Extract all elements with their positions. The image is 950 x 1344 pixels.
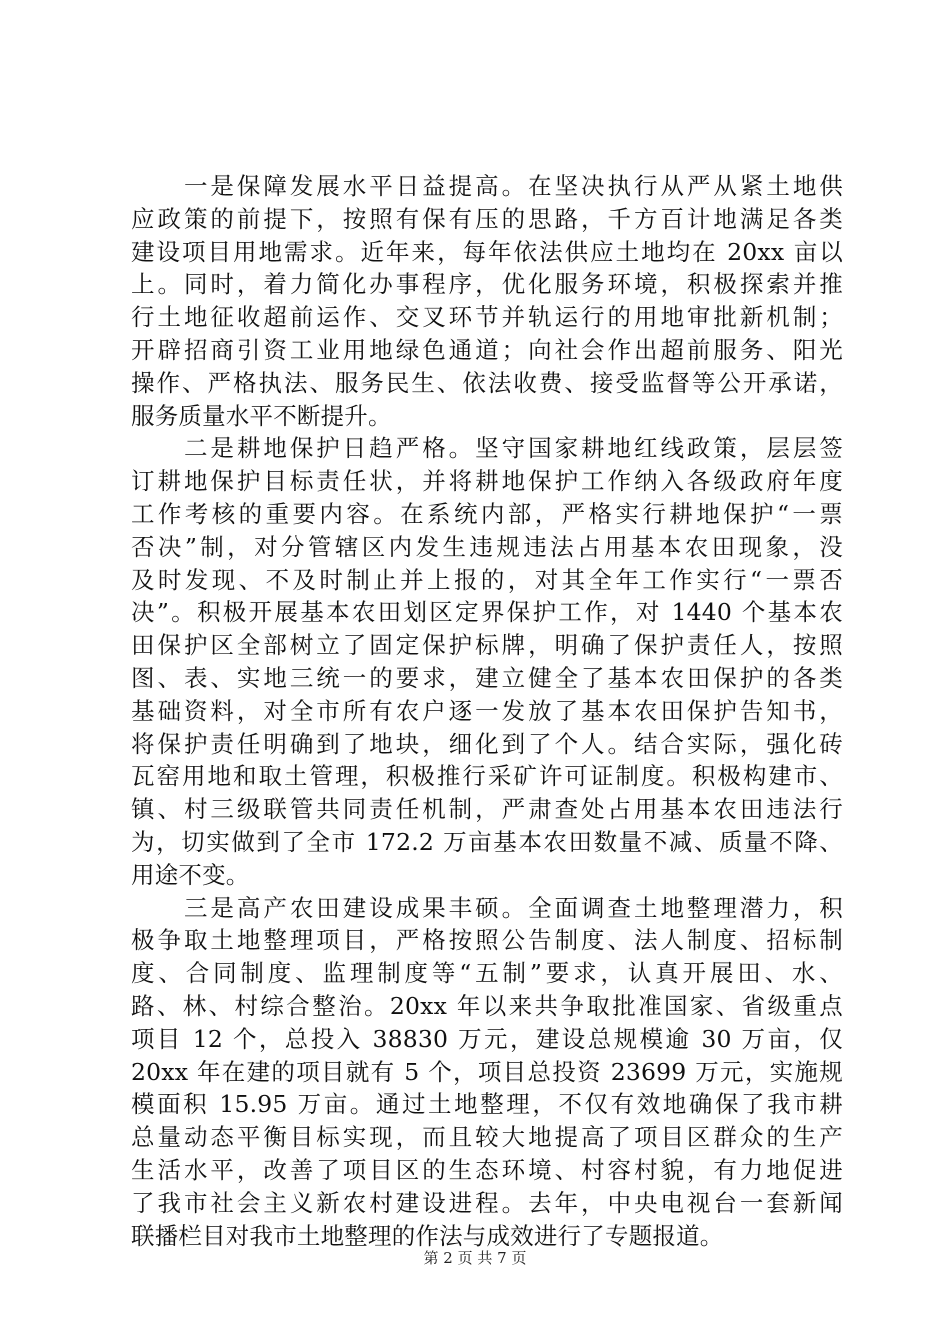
text-line: 20xx 年在建的项目就有 5 个，项目总投资 23699 万元，实施规: [131, 1057, 843, 1086]
text-line: 及时发现、不及时制止并上报的，对其全年工作实行“一票否: [131, 565, 843, 594]
text-line: 图、表、实地三统一的要求，建立健全了基本农田保护的各类: [131, 663, 843, 692]
text-line: 服务质量水平不断提升。: [131, 401, 392, 430]
text-line: 三是高产农田建设成果丰硕。全面调查土地整理潜力，积: [131, 893, 843, 922]
text-line: 工作考核的重要内容。在系统内部，严格实行耕地保护“一票: [131, 499, 843, 528]
text-line: 二是耕地保护日趋严格。坚守国家耕地红线政策，层层签: [131, 434, 843, 463]
text-line: 模面积 15.95 万亩。通过土地整理，不仅有效地确保了我市耕: [131, 1090, 843, 1119]
text-line: 上。同时，着力简化办事程序，优化服务环境，积极探索并推: [131, 270, 843, 299]
text-line: 建设项目用地需求。近年来，每年依法供应土地均在 20xx 亩以: [131, 237, 843, 266]
text-line: 应政策的前提下，按照有保有压的思路，千方百计地满足各类: [131, 204, 843, 233]
text-line: 用途不变。: [131, 860, 250, 889]
text-line: 项目 12 个，总投入 38830 万元，建设总规模逾 30 万亩，仅: [131, 1024, 843, 1053]
text-line: 否决”制，对分管辖区内发生违规违法占用基本农田现象，没: [131, 532, 843, 561]
text-line: 镇、村三级联管共同责任机制，严肃查处占用基本农田违法行: [131, 795, 843, 824]
text-line: 操作、严格执法、服务民生、依法收费、接受监督等公开承诺，: [131, 368, 843, 397]
text-line: 瓦窑用地和取土管理，积极推行采矿许可证制度。积极构建市、: [131, 762, 843, 791]
text-line: 一是保障发展水平日益提高。在坚决执行从严从紧土地供: [131, 172, 843, 200]
text-line: 将保护责任明确到了地块，细化到了个人。结合实际，强化砖: [131, 729, 843, 758]
text-line: 为，切实做到了全市 172.2 万亩基本农田数量不减、质量不降、: [131, 827, 843, 856]
page-number-footer: 第 2 页 共 7 页: [423, 1249, 527, 1267]
text-line: 基础资料，对全市所有农户逐一发放了基本农田保护告知书，: [131, 696, 843, 725]
text-line: 开辟招商引资工业用地绿色通道；向社会作出超前服务、阳光: [131, 335, 843, 364]
text-line: 极争取土地整理项目，严格按照公告制度、法人制度、招标制: [131, 926, 843, 955]
body-text: [131, 170, 843, 1252]
text-line: 了我市社会主义新农村建设进程。去年，中央电视台一套新闻: [131, 1188, 843, 1217]
text-line: 行土地征收超前运作、交叉环节并轨运行的用地审批新机制；: [131, 303, 843, 332]
text-line: 生活水平，改善了项目区的生态环境、村容村貌，有力地促进: [131, 1155, 843, 1184]
text-line: 田保护区全部树立了固定保护标牌，明确了保护责任人，按照: [131, 631, 843, 660]
text-line: 订耕地保护目标责任状，并将耕地保护工作纳入各级政府年度: [131, 467, 843, 496]
text-line: 总量动态平衡目标实现，而且较大地提高了项目区群众的生产: [131, 1123, 843, 1152]
text-line: 决”。积极开展基本农田划区定界保护工作，对 1440 个基本农: [131, 598, 843, 627]
text-line: 联播栏目对我市土地整理的作法与成效进行了专题报道。: [131, 1221, 724, 1250]
text-line: 路、林、村综合整治。20xx 年以来共争取批准国家、省级重点: [131, 991, 843, 1020]
text-line: 度、合同制度、监理制度等“五制”要求，认真开展田、水、: [131, 959, 843, 988]
